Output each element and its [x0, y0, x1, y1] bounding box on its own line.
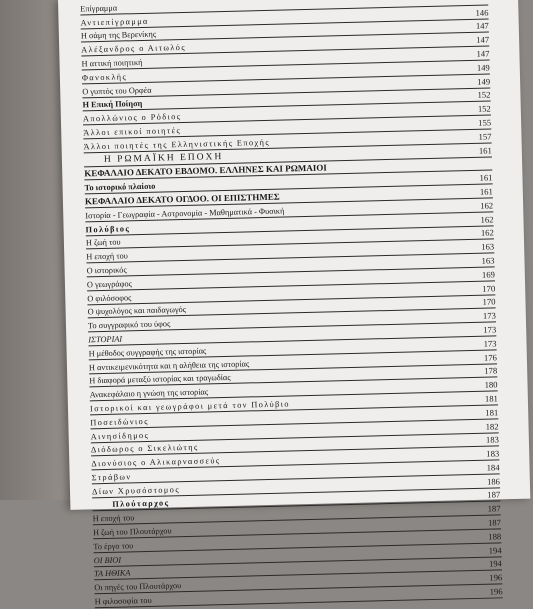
toc-entry-title: Η σάμη της Βερενίκης: [80, 30, 157, 41]
toc-entry-title: Οι πηγές του Πλουτάρχου: [94, 581, 182, 593]
toc-entry-title: Διόδωρος ο Σικελιώτης: [90, 442, 199, 455]
toc-entry-title: Το ιστορικό πλαίσιο: [84, 181, 156, 193]
toc-entry-title: Ο ιστορικός: [86, 265, 127, 276]
toc-entry-page-number: 147: [475, 20, 489, 32]
toc-entry-title: Επίγραμμα: [80, 3, 118, 14]
toc-entry-page-number: 194: [488, 545, 502, 556]
toc-entry-title: Ο φιλόσοφος: [87, 292, 132, 303]
toc-entry-title: ΤΑ ΗΘΙΚΑ: [93, 568, 131, 579]
toc-entry-title: Άλλοι ποιητές της Ελληνιστικής Εποχής: [83, 137, 271, 152]
toc-entry-title: Η ζωή του Πλουτάρχου: [92, 526, 172, 538]
toc-entry-page-number: 187: [487, 503, 501, 514]
toc-entry-title: Ιστορικοί και γεωγράφοι μετά τον Πολύβιο: [89, 399, 290, 414]
toc-entry-page-number: 181: [484, 393, 498, 404]
toc-entry-page-number: 187: [487, 489, 501, 501]
toc-entry-title: ΟΙ ΒΙΟΙ: [93, 555, 122, 565]
table-of-contents: [80, 0, 503, 608]
toc-entry-title: Η εποχή του: [92, 513, 135, 524]
toc-entry-title: Αλέξανδρος ο Αιτωλός: [81, 43, 187, 55]
toc-entry-page-number: 188: [488, 531, 502, 542]
book-page: [58, 0, 530, 607]
toc-entry-page-number: 176: [483, 351, 497, 363]
toc-entry-page-number: 178: [484, 365, 498, 377]
toc-entry-title: Αντιεπίγραμμα: [80, 16, 149, 28]
toc-entry-title: Το συγγραφικό του ύφος: [87, 319, 171, 331]
toc-entry-title: Πολύβιος: [85, 223, 131, 234]
toc-entry-title: ΚΕΦΑΛΑΙΟ ΔΕΚΑΤΟ ΕΒΔΟΜΟ. ΕΛΛΗΝΕΣ ΚΑΙ ΡΩΜΑΙΟΙ: [84, 162, 327, 179]
toc-entry-page-number: 146: [475, 7, 489, 18]
toc-entry-page-number: 183: [486, 448, 500, 459]
toc-entry-title: Ο ψυχολόγος και παιδαγωγός: [87, 305, 187, 317]
toc-entry-title: Η εποχή του: [86, 251, 128, 262]
toc-entry-title: Η αντικειμενικότητα και η αλήθεια της ιστορίας: [88, 358, 250, 372]
toc-entry-page-number: 173: [482, 310, 496, 321]
toc-entry-page-number: 157: [478, 131, 492, 142]
toc-entry-page-number: 161: [479, 186, 493, 197]
toc-entry-title: Η μέθοδος συγγραφής της ιστορίας: [88, 346, 207, 359]
toc-entry-title: Η διαφορά μεταξύ ιστορίας και τραγωδίας: [89, 373, 231, 386]
toc-entry-page-number: 196: [489, 586, 503, 597]
toc-entry-title: Άλλοι επικοί ποιητές: [83, 126, 182, 138]
toc-entry-page-number: 161: [478, 145, 492, 156]
toc-entry-page-number: 170: [482, 296, 496, 308]
toc-entry-page-number: 147: [476, 48, 490, 59]
toc-entry-page-number: 161: [479, 172, 493, 183]
toc-entry-page-number: 184: [486, 462, 500, 473]
toc-entry-page-number: 196: [489, 572, 503, 583]
toc-entry-title: Ιστορία - Γεωγραφία - Αστρονομία - Μαθηματικά - Φυσική: [85, 206, 285, 221]
toc-entry-title: Το έργο του: [93, 541, 134, 552]
toc-entry-title: Ποσειδώνιος: [90, 416, 149, 428]
toc-entry-page-number: 187: [487, 517, 502, 528]
toc-entry-page-number: 147: [476, 34, 490, 45]
toc-entry-page-number: 149: [477, 76, 491, 87]
toc-entry-page-number: 194: [488, 558, 503, 570]
toc-entry-title: Η φιλοσοφία του: [94, 595, 152, 607]
toc-entry-page-number: 182: [485, 420, 499, 432]
toc-entry-page-number: 183: [485, 434, 499, 445]
toc-entry-page-number: 162: [480, 213, 494, 225]
toc-entry-title: Πλούταρχος: [112, 498, 170, 510]
toc-entry-title: Η ζωή του: [85, 237, 121, 248]
toc-entry-title: Αινησίδημος: [90, 430, 150, 441]
toc-entry-page-number: 170: [482, 282, 496, 294]
toc-entry-page-number: 152: [477, 89, 491, 101]
toc-entry-title: ΙΣΤΟΡΙΑΙ: [88, 334, 123, 345]
toc-entry-page-number: 173: [483, 338, 497, 349]
toc-entry-page-number: 163: [481, 255, 495, 266]
toc-entry-page-number: 163: [481, 241, 495, 252]
toc-entry-title: Απολλώνιος ο Ρόδιος: [82, 112, 182, 124]
toc-entry-page-number: 152: [477, 103, 491, 114]
toc-entry-page-number: 181: [485, 407, 499, 418]
toc-entry-title: Ο γεωγράφος: [86, 279, 132, 290]
toc-entry-page-number: 162: [480, 200, 494, 211]
toc-entry-title: Δίων Χρυσόστομος: [91, 484, 181, 497]
toc-entry-page-number: 180: [484, 379, 498, 390]
toc-entry-title: Φανοκλής: [81, 72, 128, 83]
toc-entry-title: Στράβων: [91, 472, 132, 483]
toc-entry-title: Διονύσιος ο Αλικαρνασσεύς: [91, 456, 221, 469]
toc-entry-title: Η αττική ποιητική: [81, 57, 143, 69]
toc-entry-title: Ο γυπτός του Ορφέα: [82, 85, 152, 97]
toc-entry-title: Η ΡΩΜΑΪΚΗ ΕΠΟΧΗ: [103, 151, 224, 165]
toc-entry-page-number: 155: [478, 117, 492, 128]
toc-entry-page-number: 186: [486, 476, 501, 487]
toc-entry-page-number: 149: [476, 62, 490, 73]
toc-entry-page-number: 169: [481, 269, 495, 280]
toc-entry-title: Ανακεφάλαιο η γνώση της ιστορίας: [89, 387, 209, 400]
toc-entry-title: ΚΕΦΑΛΑΙΟ ΔΕΚΑΤΟ ΟΓΔΟΟ. ΟΙ ΕΠΙΣΤΗΜΕΣ: [84, 191, 280, 207]
toc-entry-page-number: 173: [483, 324, 497, 335]
toc-entry-title: Η Επική Ποίηση: [82, 99, 143, 110]
toc-entry-page-number: 162: [480, 227, 494, 239]
